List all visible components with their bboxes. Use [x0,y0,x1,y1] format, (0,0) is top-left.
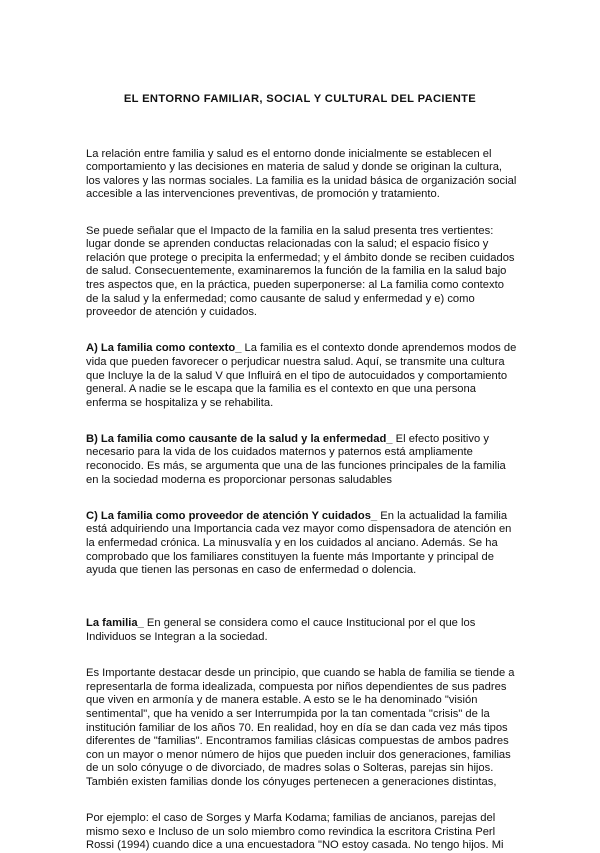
paragraph-text: El efecto positivo y necesario para la vida de los cuidados maternos y paternos está ampliamente reconocido. Es más, se argumenta que una de las funciones principales de la familia en la sociedad moderna es proporcionar personas saludables [86,432,506,486]
document-body [86,134,518,853]
paragraph-text: Por ejemplo: el caso de Sorges y Marfa Kodama; familias de ancianos, parejas del mismo sexo e Incluso de un solo miembro como revindica la escritora Cristina Perl Rossi (1994) cuando dice a una encuestadora "NO estoy casada. No tengo hijos. Mi [86,812,504,852]
document-title: EL ENTORNO FAMILIAR, SOCIAL Y CULTURAL DEL PACIENTE [123,93,477,105]
paragraph-text: La familia es el contexto donde aprendemos modos de vida que pueden favorecer o perjudicar nuestra salud. Aquí, se transmite una cultura que Incluye la de la salud V que Influirá en el tipo de autocuidados y comportamiento general. A nadie se le escapa que la familia es el contexto en que una persona enferma se hospitaliza y se rehabilita. [86,342,517,409]
paragraph-cause [86,419,518,487]
paragraph-text: En la actualidad la familia está adquiriendo una Importancia cada vez mayor como dispensadora de atención en la enfermedad crónica. La minusvalía y en los cuidados al anciano. Además. Se ha comprobado que los familiares constituyen la fuente más Importante y principal de ayuda que tienen las personas en caso de enfermedad o dolencia. [86,509,512,577]
paragraph-lead: La familia_ [86,617,144,630]
paragraph-intro [86,134,518,202]
paragraph-text: La relación entre familia y salud es el entorno donde inicialmente se establecen el comportamiento y las decisiones en materia de salud y donde se originan la cultura, los valores y las normas sociales. La familia es la unidad básica de organización social accesible a las intervenciones preventivas, de promoción y tratamiento. [86,147,517,201]
paragraph-example [86,799,518,853]
paragraph-idealized [86,654,518,790]
paragraph-text: Se puede señalar que el Impacto de la familia en la salud presenta tres vertientes: lugar donde se aprenden conductas relacionadas con la salud; el espacio físico y relación que protege o precipita la enfermedad; y el ámbito donde se reciben cuidados de salud. Consecuentemente, examinaremos la función de la familia en la salud bajo tres aspectos que, en la práctica, pueden superponerse: al La familia como contexto de la salud y la enfermedad; como causante de salud y enfermedad y e) como proveedor de atención y cuidados. [86,224,515,319]
paragraph-text: En general se considera como el cauce Institucional por el que los Individuos se Integran a la sociedad. [86,617,476,643]
paragraph-provider [86,496,518,578]
paragraph-lead: B) La familia como causante de la salud y la enfermedad_ [86,432,393,445]
paragraph-family [86,604,518,645]
paragraph-lead: C) La familia como proveedor de atención Y cuidados_ [86,509,378,522]
paragraph-context [86,329,518,411]
paragraph-text: Es Importante destacar desde un principio, que cuando se habla de familia se tiende a representarla de forma idealizada, compuesta por niños dependientes de sus padres que viven en armonía y de manera estable. A esto se le ha denominado "visión sentimental", que ha venido a ser Interrumpida por la tan comentada "crisis" de la institución familiar de los años 70. En realidad, hoy en día se dan cada vez más tipos diferentes de "familias". Encontramos familias clásicas compuestas de ambos padres con un mayor o menor número de hijos que pueden incluir dos generaciones, familias de un solo cónyuge o de divorciado, de madres solas o Solteras, parejas sin hijos. También existen familias donde los cónyuges pertenecen a generaciones distintas, [86,667,515,788]
paragraph-impact [86,211,518,320]
paragraph-lead: A) La familia como contexto_ [86,342,242,355]
